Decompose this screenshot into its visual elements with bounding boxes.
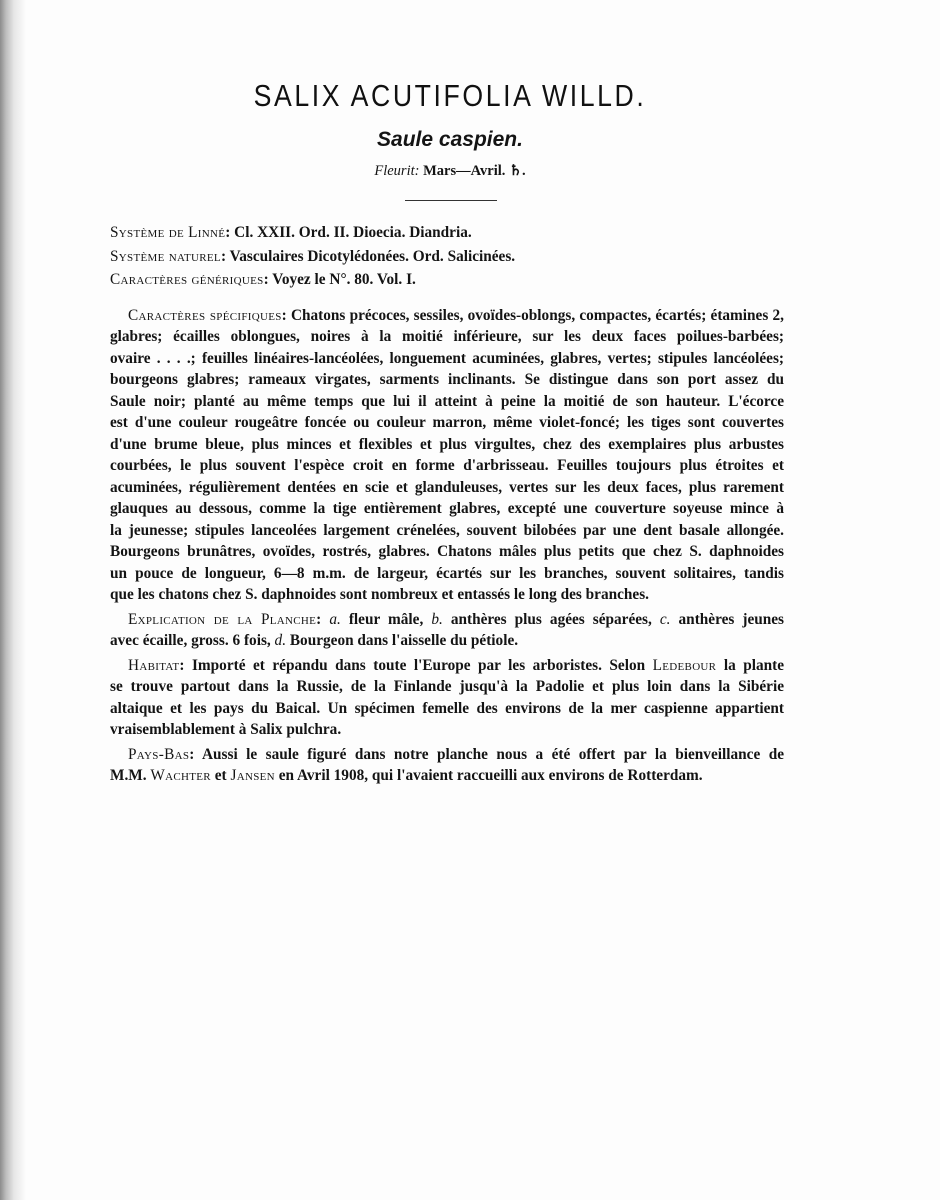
text-line <box>110 541 784 563</box>
text-segment: fleur mâle, <box>340 610 432 628</box>
text-line <box>110 498 784 520</box>
text-segment: Bourgeons brunâtres, ovoïdes, rostrés, glabres. Chatons mâles plus petits que chez S. daphnoides <box>110 543 784 560</box>
text-line <box>110 369 784 391</box>
text-line <box>110 455 784 477</box>
text-segment: que les chatons chez S. daphnoides sont nombreux et entassés le long des branches. <box>110 586 649 603</box>
flowering-label: Fleurit: <box>374 163 420 179</box>
text-line <box>110 676 784 698</box>
text-line <box>110 584 784 606</box>
text-segment: vraisemblablement à Salix pulchra. <box>110 721 342 738</box>
text-line <box>110 326 784 348</box>
small-caps-label: Caractères spécifiques <box>128 306 282 324</box>
text-segment: la jeunesse; stipules lanceolées largement crénelées, souvent bilobées par une dent basale allongée. <box>110 521 784 539</box>
text-line <box>110 630 784 652</box>
divider <box>405 200 497 201</box>
text-segment: et <box>210 767 231 784</box>
flowering-value: Mars—Avril. ♄. <box>423 163 526 179</box>
text-line <box>110 744 784 766</box>
section-habitat <box>110 655 784 741</box>
common-name: Saule caspien. <box>377 128 523 151</box>
text-segment: ovaire . . . .; feuilles linéaires-lancéolées, longuement acuminées, glabres, vertes; stipules lancéolées; <box>110 349 784 367</box>
small-caps-label: Jansen <box>230 767 275 784</box>
text-segment: M.M. <box>110 767 151 784</box>
text-line <box>110 477 784 499</box>
text-segment: d'une brume bleue, plus minces et flexibles et plus virgultes, chez des exemplaires plus arbustes <box>110 435 784 453</box>
text-line <box>110 348 784 370</box>
section-naturel <box>110 246 784 268</box>
section-explication <box>110 609 784 652</box>
flowering-period <box>0 163 900 180</box>
text-segment: courbées, le plus souvent l'espèce croit en forme d'arbrisseau. Feuilles toujours plus étroites et <box>110 457 784 474</box>
text-segment: Saule noir; planté au même temps que lui il atteint à peine la moitié de son hauteur. L'écorce <box>110 392 784 410</box>
section-specifiques <box>110 305 784 606</box>
text-segment: : <box>316 610 330 628</box>
text-segment: : Importé et répandu dans toute l'Europe par les arboristes. Selon <box>179 656 653 674</box>
text-segment: : Cl. XXII. Ord. II. Dioecia. Diandria. <box>225 224 472 241</box>
text-line <box>110 719 784 741</box>
small-caps-label: Système de Linné <box>110 224 226 241</box>
text-segment: se trouve partout dans la Russie, de la Finlande jusqu'à la Padolie et plus loin dans la Sibérie <box>110 678 784 695</box>
text-line <box>110 391 784 413</box>
small-caps-label: Explication de la Planche <box>128 610 317 628</box>
text-segment: : Voyez le N°. 80. Vol. I. <box>263 271 416 288</box>
text-line <box>110 305 784 327</box>
figure-letter: b. <box>431 610 443 628</box>
text-line <box>110 222 784 244</box>
text-segment: glabres; écailles oblongues, noires à la moitié inférieure, sur les deux faces poilues-barbées; <box>110 328 785 345</box>
text-segment: la plante <box>716 656 785 674</box>
text-line <box>110 246 784 268</box>
small-caps-label: Caractères génériques <box>110 271 264 288</box>
page-title: SALIX ACUTIFOLIA WILLD. <box>253 78 647 113</box>
text-line <box>110 609 784 631</box>
section-pays-bas <box>110 744 784 787</box>
section-generiques <box>110 269 784 291</box>
text-segment: en Avril 1908, qui l'avaient raccueilli aux environs de Rotterdam. <box>274 767 703 784</box>
text-segment: bourgeons glabres; rameaux virgates, sarments inclinants. Se distingue dans son port assez du <box>110 371 784 388</box>
figure-letter: d. <box>274 632 287 649</box>
small-caps-label: Habitat <box>128 656 180 674</box>
text-segment: Bourgeon dans l'aisselle du pétiole. <box>286 632 519 649</box>
text-line <box>110 698 784 720</box>
text-line <box>110 412 784 434</box>
text-segment: acuminées, régulièrement dentées en scie et glanduleuses, vertes sur les deux faces, plus rarement <box>110 478 784 496</box>
text-segment: glauques au dessous, comme la tige entièrement glabres, excepté une couverture soyeuse mince à <box>110 500 784 517</box>
figure-letter: a. <box>329 610 341 628</box>
text-segment: un pouce de longueur, 6—8 m.m. de largeur, écartés sur les branches, souvent solitaires, tandis <box>110 564 784 582</box>
figure-letter: c. <box>659 610 671 628</box>
small-caps-label: Système naturel <box>110 247 221 265</box>
text-line <box>110 520 784 542</box>
text-line <box>110 269 784 291</box>
text-segment: anthères plus agées séparées, <box>442 610 660 628</box>
text-segment: avec écaille, gross. 6 fois, <box>110 632 275 649</box>
text-line <box>110 655 784 677</box>
text-line <box>110 563 784 585</box>
text-segment: : Aussi le saule figuré dans notre planche nous a été offert par la bienveillance de <box>189 745 785 763</box>
section-linne <box>110 222 784 244</box>
small-caps-label: Ledebour <box>652 656 717 674</box>
text-segment: : Chatons précoces, sessiles, ovoïdes-oblongs, compactes, écartés; étamines 2, <box>281 306 784 324</box>
text-segment: : Vasculaires Dicotylédonées. Ord. Salicinées. <box>220 247 516 265</box>
text-segment: est d'une couleur rougeâtre foncée ou couleur marron, même violet-foncé; les tiges sont couvertes <box>110 414 784 431</box>
small-caps-label: Pays-Bas <box>128 745 190 763</box>
text-segment: altaique et les pays du Baical. Un spécimen femelle des environs de la mer caspienne appartient <box>110 699 785 717</box>
page-edge-shadow <box>0 0 26 1200</box>
text-segment: anthères jeunes <box>670 610 785 628</box>
small-caps-label: Wachter <box>150 767 211 784</box>
text-line <box>110 434 784 456</box>
text-line <box>110 765 784 787</box>
page-body <box>110 222 784 787</box>
